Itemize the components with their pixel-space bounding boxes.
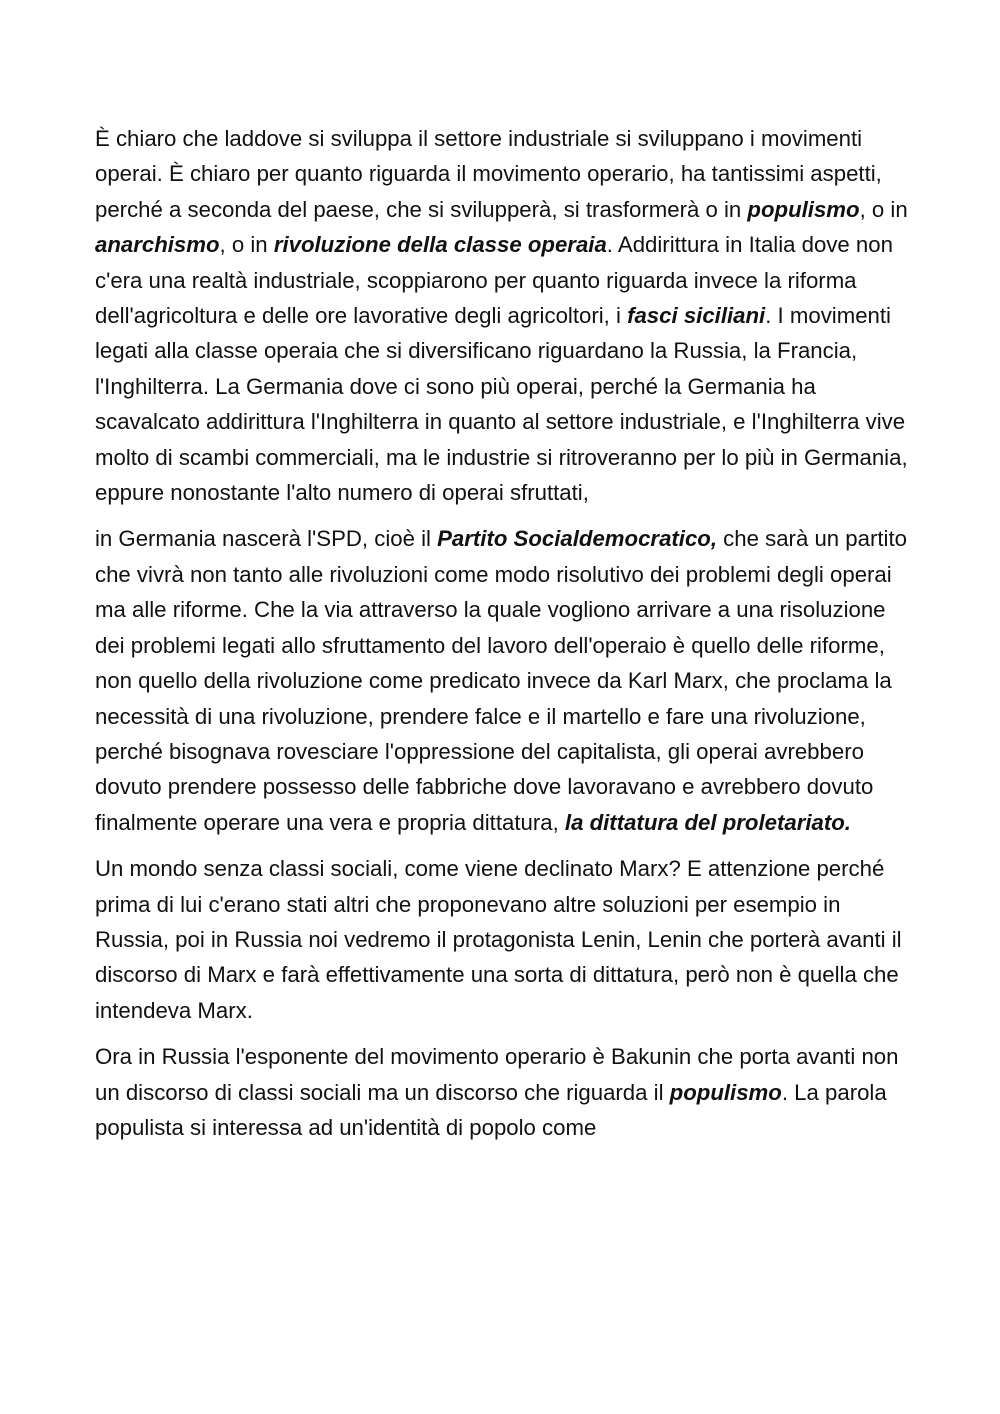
text-run: , o in: [219, 232, 274, 258]
text-run: in Germania nascerà l'SPD, cioè il: [95, 526, 438, 552]
text-run: , o in: [859, 196, 908, 222]
paragraph: [95, 851, 910, 1028]
emphasized-term: la dittatura del proletariato.: [564, 809, 851, 835]
emphasized-term: Partito Socialdemocratico,: [437, 526, 718, 552]
document-page: [95, 121, 910, 1156]
emphasized-term: populismo: [669, 1079, 782, 1105]
text-run: . I movimenti legati alla classe operaia che si diversificano riguardano la Russia, la Francia, l'Inghilterra. La Germania dove ci sono più operai, perché la Germania ha scavalcato addirittura l'Inghilterra in quanto al settore industriale, e l'Inghilterra vive molto di scambi commerciali, ma le industrie si ritroveranno per lo più in Germania, eppure nonostante l'alto numero di operai sfruttati,: [95, 303, 908, 506]
paragraph: [95, 521, 910, 840]
paragraph: [95, 1039, 910, 1145]
emphasized-term: anarchismo: [95, 232, 220, 258]
emphasized-term: rivoluzione della classe operaia: [273, 232, 607, 258]
text-run: . Addirittura in Italia dove non c'era una realtà industriale, scoppiarono per quanto riguarda invece la riforma dell'agricoltura e delle ore lavorative degli agricoltori, i: [95, 232, 893, 329]
text-run: . La parola populista si interessa ad un'identità di popolo come: [95, 1079, 887, 1140]
text-run: Ora in Russia l'esponente del movimento operario è Bakunin che porta avanti non un discorso di classi sociali ma un discorso che riguarda il: [95, 1044, 899, 1105]
emphasized-term: populismo: [747, 196, 860, 222]
emphasized-term: fasci siciliani: [627, 303, 766, 329]
text-run: Un mondo senza classi sociali, come viene declinato Marx? E attenzione perché prima di lui c'erano stati altri che proponevano altre soluzioni per esempio in Russia, poi in Russia noi vedremo il protagonista Lenin, Lenin che porterà avanti il discorso di Marx e farà effettivamente una sorta di dittatura, però non è quella che intendeva Marx.: [95, 856, 902, 1023]
text-run: che sarà un partito che vivrà non tanto alle rivoluzioni come modo risolutivo dei problemi degli operai ma alle riforme. Che la via attraverso la quale vogliono arrivare a una risoluzione dei problemi legati allo sfruttamento del lavoro dell'operaio è quello delle riforme, non quello della rivoluzione come predicato invece da Karl Marx, che proclama la necessità di una rivoluzione, prendere falce e il martello e fare una rivoluzione, perché bisognava rovesciare l'oppressione del capitalista, gli operai avrebbero dovuto prendere possesso delle fabbriche dove lavoravano e avrebbero dovuto finalmente operare una vera e propria dittatura,: [95, 526, 907, 835]
text-run: È chiaro che laddove si sviluppa il settore industriale si sviluppano i movimenti operai. È chiaro per quanto riguarda il movimento operario, ha tantissimi aspetti, perché a seconda del paese, che si svilupperà, si trasformerà o in: [95, 126, 882, 222]
paragraph: [95, 121, 910, 510]
